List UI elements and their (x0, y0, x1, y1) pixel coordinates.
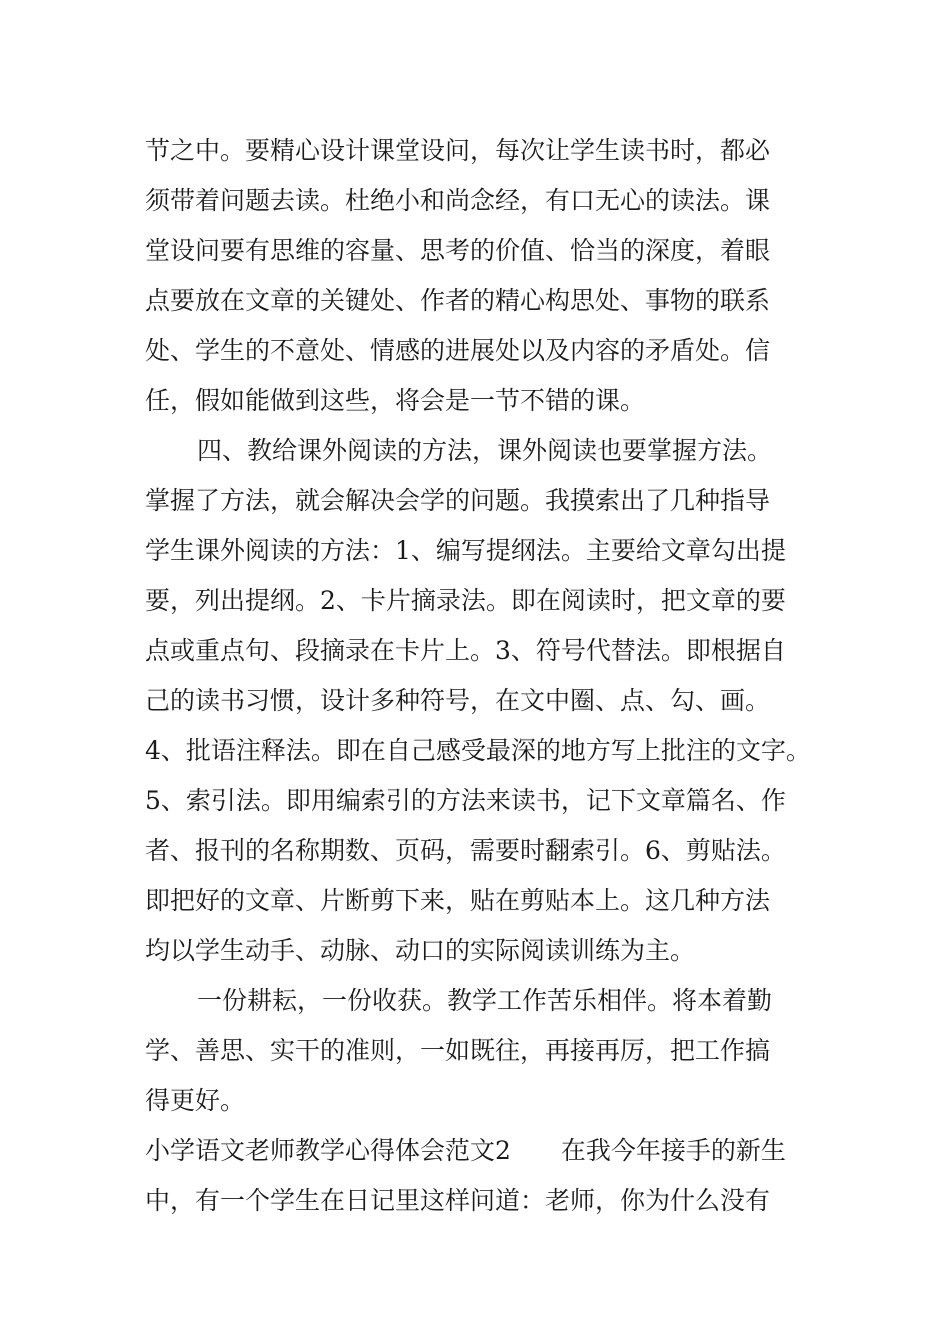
text-line: 掌握了方法，就会解决会学的问题。我摸索出了几种指导 (145, 486, 771, 515)
text-line: 己的读书习惯，设计多种符号，在文中圈、点、勾、画。 (145, 686, 771, 715)
text-line: 学、善思、实干的准则，一如既往，再接再厉，把工作搞 (145, 1036, 771, 1065)
text-line: 4、批语注释法。即在自己感受最深的地方写上批注的文字。 (145, 736, 811, 765)
paragraph-start-line: 一份耕耘，一份收获。教学工作苦乐相伴。将本着勤 (197, 986, 773, 1015)
text-line: 要，列出提纲。2、卡片摘录法。即在阅读时，把文章的要 (145, 586, 786, 615)
text-line: 点或重点句、段摘录在卡片上。3、符号代替法。即根据自 (145, 636, 786, 665)
text-line: 节之中。要精心设计课堂设问，每次让学生读书时，都必 (145, 136, 771, 165)
text-line: 处、学生的不意处、情感的进展处以及内容的矛盾处。信 (145, 336, 771, 365)
text-line: 均以学生动手、动脉、动口的实际阅读训练为主。 (145, 936, 696, 965)
text-line: 即把好的文章、片断剪下来，贴在剪贴本上。这几种方法 (145, 886, 771, 915)
paragraph-start-line: 四、教给课外阅读的方法，课外阅读也要掌握方法。 (197, 436, 773, 465)
text-line: 者、报刊的名称期数、页码，需要时翻索引。6、剪贴法。 (145, 836, 786, 865)
text-line: 任，假如能做到这些，将会是一节不错的课。 (145, 386, 646, 415)
section-title-line: 小学语文老师教学心得体会范文2 在我今年接手的新生 (145, 1136, 786, 1165)
text-line: 中，有一个学生在日记里这样问道：老师，你为什么没有 (145, 1186, 771, 1215)
body-text (145, 126, 835, 1226)
text-line: 点要放在文章的关键处、作者的精心构思处、事物的联系 (145, 286, 771, 315)
text-line: 得更好。 (145, 1086, 246, 1115)
text-line: 5、索引法。即用编索引的方法来读书，记下文章篇名、作 (145, 786, 786, 815)
text-line: 学生课外阅读的方法：1、编写提纲法。主要给文章勾出提 (145, 536, 786, 565)
text-line: 须带着问题去读。杜绝小和尚念经，有口无心的读法。课 (145, 186, 771, 215)
text-line: 堂设问要有思维的容量、思考的价值、恰当的深度，着眼 (145, 236, 771, 265)
